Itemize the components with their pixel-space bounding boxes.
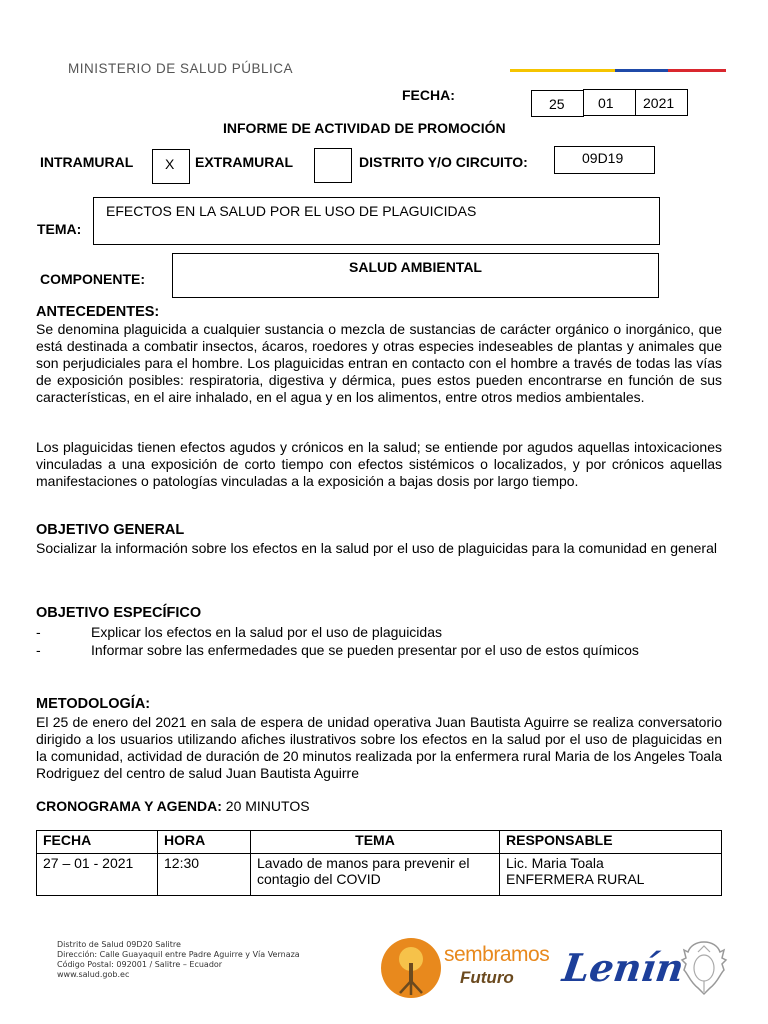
futuro-word: Futuro [460, 968, 514, 987]
footer-line-2: Dirección: Calle Guayaquil entre Padre Aguirre y Vía Vernaza [57, 950, 300, 959]
metodologia-text: El 25 de enero del 2021 en sala de espera de unidad operativa Juan Bautista Aguirre se realiza conversatorio dirigido a los usuarios utilizando afiches ilustrativos sobre los efectos en la salud por el uso de plaguicidas en la comunidad, actividad de duración de 20 minutos realizada por la enfermera rural Maria de los Angeles Toala Rodriguez del centro de salud Juan Bautista Aguirre [36, 714, 722, 781]
stripe-blue [615, 69, 668, 72]
tema-box [93, 197, 660, 245]
fecha-month-box [583, 89, 636, 116]
intramural-mark: X [165, 156, 175, 172]
cell-hora: 12:30 [158, 854, 251, 896]
list-dash: - [36, 642, 41, 658]
intramural-checkbox [152, 149, 190, 184]
fecha-day-box [531, 90, 584, 117]
extramural-label: EXTRAMURAL [195, 154, 293, 170]
cell-tema: Lavado de manos para prevenir el contagio del COVID [251, 854, 500, 896]
sembramos-futuro-logo [380, 937, 550, 999]
fecha-label: FECHA: [402, 87, 455, 103]
componente-box [172, 253, 659, 298]
col-fecha: FECHA [37, 831, 158, 854]
componente-label: COMPONENTE: [40, 271, 145, 287]
metodologia-heading: METODOLOGÍA: [36, 696, 151, 712]
responsable-name: Lic. Maria Toala [506, 855, 604, 871]
sembramos-word: sembramos [444, 943, 550, 966]
objetivo-item-1 [36, 624, 736, 642]
cronograma-line [36, 798, 310, 814]
tree-icon [380, 937, 442, 999]
lenin-logo: Lenín [559, 945, 687, 990]
table-header-row [37, 831, 722, 854]
cell-fecha: 27 – 01 - 2021 [37, 854, 158, 896]
antecedentes-heading: ANTECEDENTES: [36, 304, 160, 320]
list-item-text: Explicar los efectos en la salud por el uso de plaguicidas [91, 624, 442, 640]
fecha-day: 25 [549, 96, 565, 112]
footer-line-3: Código Postal: 092001 / Salitre – Ecuador [57, 960, 223, 969]
fecha-year-box [635, 89, 688, 116]
footer-address [57, 940, 300, 980]
list-dash: - [36, 624, 41, 640]
objetivo-general-heading: OBJETIVO GENERAL [36, 522, 185, 538]
fecha-year: 2021 [643, 95, 675, 111]
distrito-label: DISTRITO Y/O CIRCUITO: [359, 154, 528, 170]
col-tema: TEMA [251, 831, 500, 854]
objetivo-especifico-heading: OBJETIVO ESPECÍFICO [36, 605, 202, 621]
col-hora: HORA [158, 831, 251, 854]
intramural-label: INTRAMURAL [40, 154, 134, 170]
footer-line-4: www.salud.gob.ec [57, 970, 130, 979]
tema-value: EFECTOS EN LA SALUD POR EL USO DE PLAGUICIDAS [106, 203, 477, 219]
coat-of-arms-logo [676, 938, 732, 998]
distrito-value: 09D19 [582, 150, 624, 166]
cell-responsable [500, 854, 722, 896]
componente-value: SALUD AMBIENTAL [349, 259, 482, 275]
stripe-yellow [510, 69, 615, 72]
table-row [37, 854, 722, 896]
list-item-text: Informar sobre las enfermedades que se pueden presentar por el uso de estos químicos [91, 642, 639, 658]
fecha-month: 01 [598, 95, 614, 111]
ecuador-shield-icon [676, 938, 732, 998]
cronograma-duration: 20 MINUTOS [225, 798, 310, 814]
extramural-checkbox [314, 148, 352, 183]
header-stripe [510, 69, 726, 72]
distrito-box [554, 146, 655, 174]
antecedentes-paragraph-1: Se denomina plaguicida a cualquier sustancia o mezcla de sustancias de carácter orgánico o inorgánico, que está destinada a combatir insectos, ácaros, roedores y otras especies indeseables de plantas y animales que son perjudiciales para el hombre. Los plaguicidas entran en contacto con el hombre a través de todas las vías de exposición posibles: respiratoria, digestiva y dérmica, pues estos pueden encontrarse en función de sus características, en el aire inhalado, en el agua y en los alimentos, entre otros medios ambientales. [36, 321, 722, 405]
agenda-table [36, 830, 722, 896]
antecedentes-paragraph-2: Los plaguicidas tienen efectos agudos y crónicos en la salud; se entiende por agudos aquellas intoxicaciones vinculadas a una exposición de corto tiempo con efectos sistémicos o localizados, y por crónicos aquellas manifestaciones o patologías vinculadas a la exposición a bajas dosis por largo tiempo. [36, 439, 722, 489]
footer-line-1: Distrito de Salud 09D20 Salitre [57, 940, 181, 949]
col-responsable: RESPONSABLE [500, 831, 722, 854]
responsable-role: ENFERMERA RURAL [506, 871, 645, 887]
ministry-title: MINISTERIO DE SALUD PÚBLICA [68, 61, 294, 76]
stripe-red [668, 69, 726, 72]
objetivo-item-2 [36, 642, 736, 660]
tema-label: TEMA: [37, 221, 82, 237]
cronograma-heading: CRONOGRAMA Y AGENDA: [36, 798, 222, 814]
objetivo-general-text: Socializar la información sobre los efectos en la salud por el uso de plaguicidas para la comunidad en general [36, 540, 717, 556]
report-title: INFORME DE ACTIVIDAD DE PROMOCIÓN [223, 120, 506, 136]
